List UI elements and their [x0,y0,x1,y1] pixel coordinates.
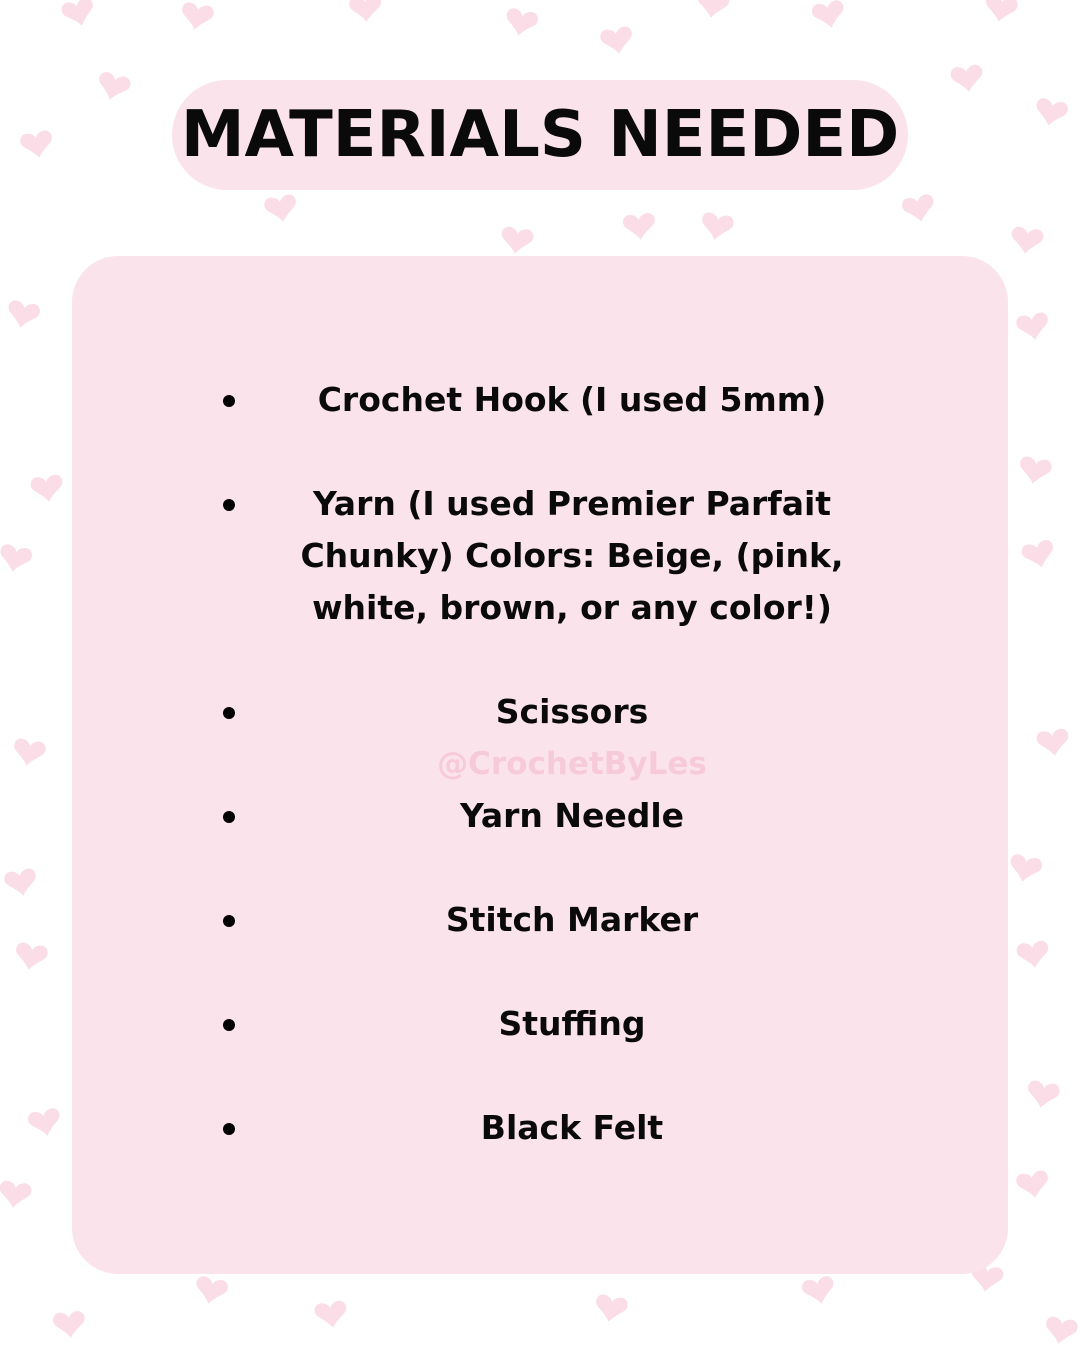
heart-icon [60,0,98,30]
list-item-text: Yarn (I used Premier Parfait Chunky) Colors: Beige, (pink, white, brown, or any color!) [300,484,844,627]
heart-icon [1043,1315,1079,1346]
heart-icon [503,7,540,39]
bullet-icon [223,1123,235,1135]
heart-icon [193,1275,230,1307]
heart-icon [1036,728,1071,758]
heart-icon [11,737,47,768]
bullet-icon [223,915,235,927]
list-item-text: Crochet Hook (I used 5mm) [317,380,827,419]
bullet-icon [223,395,235,407]
heart-icon [179,1,215,32]
heart-icon [1017,455,1053,486]
heart-icon [349,0,383,23]
heart-icon [30,474,65,504]
heart-icon [1007,853,1044,885]
heart-icon [950,64,985,94]
list-item-text: Yarn Needle [459,796,685,835]
heart-icon [1015,1169,1051,1200]
heart-icon [811,0,848,31]
heart-icon [95,70,133,103]
watermark: @CrochetByLes [437,746,707,782]
heart-icon [901,193,938,225]
heart-icon [263,193,299,224]
heart-icon [1009,226,1044,256]
bullet-icon [223,1019,235,1031]
heart-icon [1016,940,1051,970]
list-item-text: Scissors [495,692,649,731]
heart-icon [1020,539,1057,572]
heart-icon [599,25,635,56]
heart-icon [52,1310,86,1339]
page-title: MATERIALS NEEDED [180,98,900,172]
bullet-icon [223,499,235,511]
heart-icon [499,226,534,256]
heart-icon [1033,97,1070,129]
bullet-icon [223,707,235,719]
list-item-text: Stitch Marker [445,900,699,939]
heart-icon [314,1300,349,1330]
heart-icon [3,867,39,898]
heart-icon [699,211,735,242]
heart-icon [1025,1079,1061,1110]
heart-icon [0,543,33,575]
heart-icon [27,1107,64,1139]
list-item-text: Stuffing [498,1004,646,1043]
heart-icon [695,0,730,20]
bullet-icon [223,811,235,823]
heart-icon [983,0,1019,25]
heart-icon [801,1275,838,1307]
heart-icon [13,941,49,972]
title-banner [172,80,908,190]
heart-icon [5,299,42,331]
heart-icon [0,1180,32,1210]
materials-card [72,256,1008,1274]
heart-icon [19,129,55,160]
heart-icon [1015,311,1051,342]
list-item-text: Black Felt [480,1108,664,1147]
heart-icon [622,212,656,241]
heart-icon [593,1293,629,1324]
